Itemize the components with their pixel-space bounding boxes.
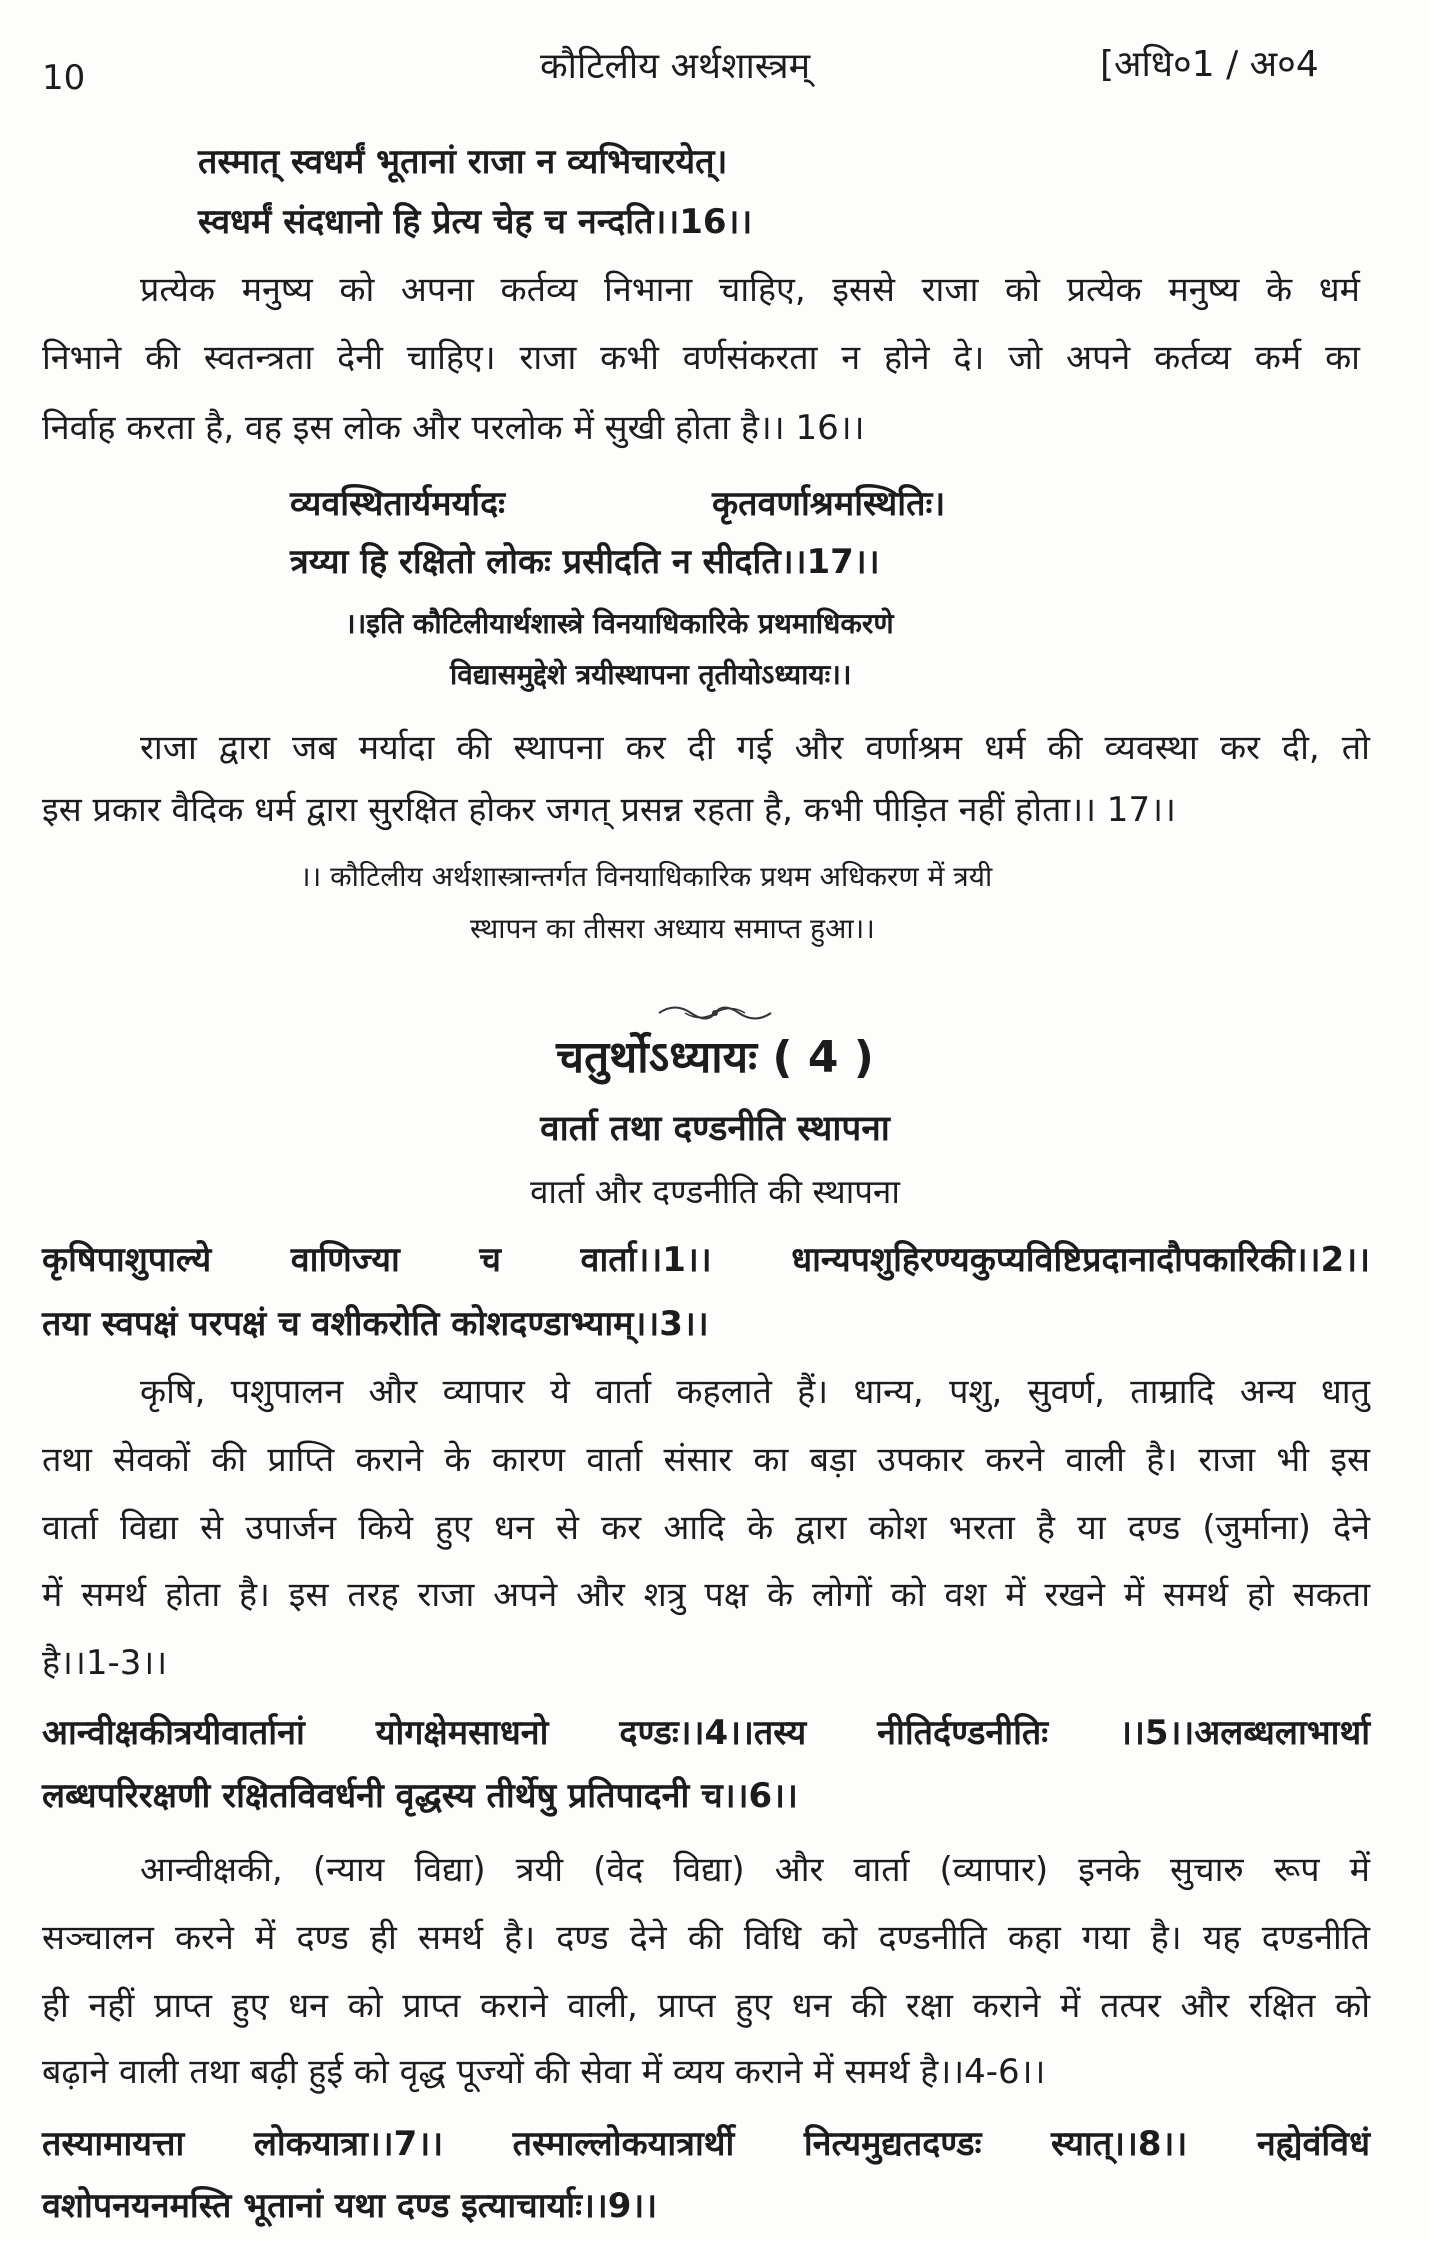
translation-17-line-2: इस प्रकार वैदिक धर्म द्वारा सुरक्षित होकर जगत् प्रसन्न रहता है, कभी पीड़ित नहीं होता।। 17।। xyxy=(42,790,1176,830)
translation-4-6-line-2: सञ्चालन करने में दण्ड ही समर्थ है। दण्ड देने की विधि को दण्डनीति कहा गया है। यह दण्डनीति xyxy=(42,1918,1370,1958)
translation-1-3-line-1: कृषि, पशुपालन और व्यापार ये वार्ता कहलाते हैं। धान्य, पशु, सुवर्ण, ताम्रादि अन्य धातु xyxy=(140,1372,1370,1412)
sutra-7-9-line-2: वशोपनयनमस्ति भूतानां यथा दण्ड इत्याचार्याः।।9।। xyxy=(42,2186,658,2226)
verse-17-line-1b: कृतवर्णाश्रमस्थितिः। xyxy=(712,484,946,524)
sutra-4-6-line-1: आन्वीक्षकीत्रयीवार्तानां योगक्षेमसाधनो दण्डः।।4।।तस्य नीतिर्दण्डनीतिः ।।5।।अलब्धलाभार्था xyxy=(42,1713,1370,1753)
translation-16-line-1: प्रत्येक मनुष्य को अपना कर्तव्य निभाना चाहिए, इससे राजा को प्रत्येक मनुष्य के धर्म xyxy=(140,270,1360,310)
translation-1-3-line-5: है।।1-3।। xyxy=(42,1643,168,1683)
chapter-heading: चतुर्थोऽध्यायः ( 4 ) xyxy=(556,1032,874,1083)
colophon-hindi-line-1: ।। कौटिलीय अर्थशास्त्रान्तर्गत विनयाधिकारिक प्रथम अधिकरण में त्रयी xyxy=(300,860,993,893)
sutra-1-3-line-2: तया स्वपक्षं परपक्षं च वशीकरोति कोशदण्डाभ्याम्।।3।। xyxy=(42,1304,709,1344)
verse-16-line-2: स्वधर्मं संदधानो हि प्रेत्य चेह च नन्दति।।16।। xyxy=(198,202,753,242)
translation-1-3-line-3: वार्ता विद्या से उपार्जन किये हुए धन से कर आदि के द्वारा कोश भरता है या दण्ड (जुर्माना) देने xyxy=(42,1508,1370,1548)
sutra-4-6-line-2: लब्धपरिरक्षणी रक्षितविवर्धनी वृद्धस्य तीर्थेषु प्रतिपादनी च।।6।। xyxy=(42,1776,798,1816)
translation-17-line-1: राजा द्वारा जब मर्यादा की स्थापना कर दी गई और वर्णाश्रम धर्म की व्यवस्था कर दी, तो xyxy=(140,728,1370,768)
translation-16-line-2: निभाने की स्वतन्त्रता देनी चाहिए। राजा कभी वर्णसंकरता न होने दे। जो अपने कर्तव्य कर्म का xyxy=(42,338,1360,378)
page-number: 10 xyxy=(42,58,86,98)
chapter-subtitle: वार्ता और दण्डनीति की स्थापना xyxy=(530,1172,900,1211)
verse-17-line-2: त्रय्या हि रक्षितो लोकः प्रसीदति न सीदति।।17।। xyxy=(290,542,880,582)
translation-4-6-line-4: बढ़ाने वाली तथा बढ़ी हुई को वृद्ध पूज्यों की सेवा में व्यय कराने में समर्थ है।।4-6।। xyxy=(42,2052,1046,2092)
verse-16-line-1: तस्मात् स्वधर्मं भूतानां राजा न व्यभिचारयेत्। xyxy=(198,142,728,182)
translation-1-3-line-4: में समर्थ होता है। इस तरह राजा अपने और शत्रु पक्ष के लोगों को वश में रखने में समर्थ हो सकता xyxy=(42,1575,1370,1615)
colophon-sanskrit-line-2: विद्यासमुद्देशे त्रयीस्थापना तृतीयोऽध्यायः।। xyxy=(450,658,852,691)
translation-1-3-line-2: तथा सेवकों की प्राप्ति कराने के कारण वार्ता संसार का बड़ा उपकार करने वाली है। राजा भी इस xyxy=(42,1440,1370,1480)
sutra-1-3-line-1: कृषिपाशुपाल्ये वाणिज्या च वार्ता।।1।। धान्यपशुहिरण्यकुप्यविष्टिप्रदानादौपकारिकी।।2।। xyxy=(42,1240,1370,1280)
translation-4-6-line-3: ही नहीं प्राप्त हुए धन को प्राप्त कराने वाली, प्राप्त हुए धन की रक्षा कराने में तत्पर और रक्षित को xyxy=(42,1986,1370,2026)
sutra-7-9-line-1: तस्यामायत्ता लोकयात्रा।।7।। तस्माल्लोकयात्रार्थी नित्यमुद्यतदण्डः स्यात्।।8।। नह्येवंविधं xyxy=(42,2124,1370,2164)
running-title: कौटिलीय अर्थशास्त्रम् xyxy=(540,46,811,87)
colophon-hindi-line-2: स्थापन का तीसरा अध्याय समाप्त हुआ।। xyxy=(470,912,875,945)
colophon-sanskrit-line-1: ।।इति कौटिलीयार्थशास्त्रे विनयाधिकारिके प्रथमाधिकरणे xyxy=(345,607,894,640)
translation-16-line-3: निर्वाह करता है, वह इस लोक और परलोक में सुखी होता है।। 16।। xyxy=(42,408,865,448)
verse-17-line-1a: व्यवस्थितार्यमर्यादः xyxy=(290,484,506,524)
translation-4-6-line-1: आन्वीक्षकी, (न्याय विद्या) त्रयी (वेद विद्या) और वार्ता (व्यापार) इनके सुचारु रूप में xyxy=(140,1850,1370,1890)
chapter-reference: [अधि०1 / अ०4 xyxy=(1100,44,1319,85)
chapter-subheading: वार्ता तथा दण्डनीति स्थापना xyxy=(540,1109,890,1149)
flourish-divider-icon xyxy=(655,1000,775,1026)
